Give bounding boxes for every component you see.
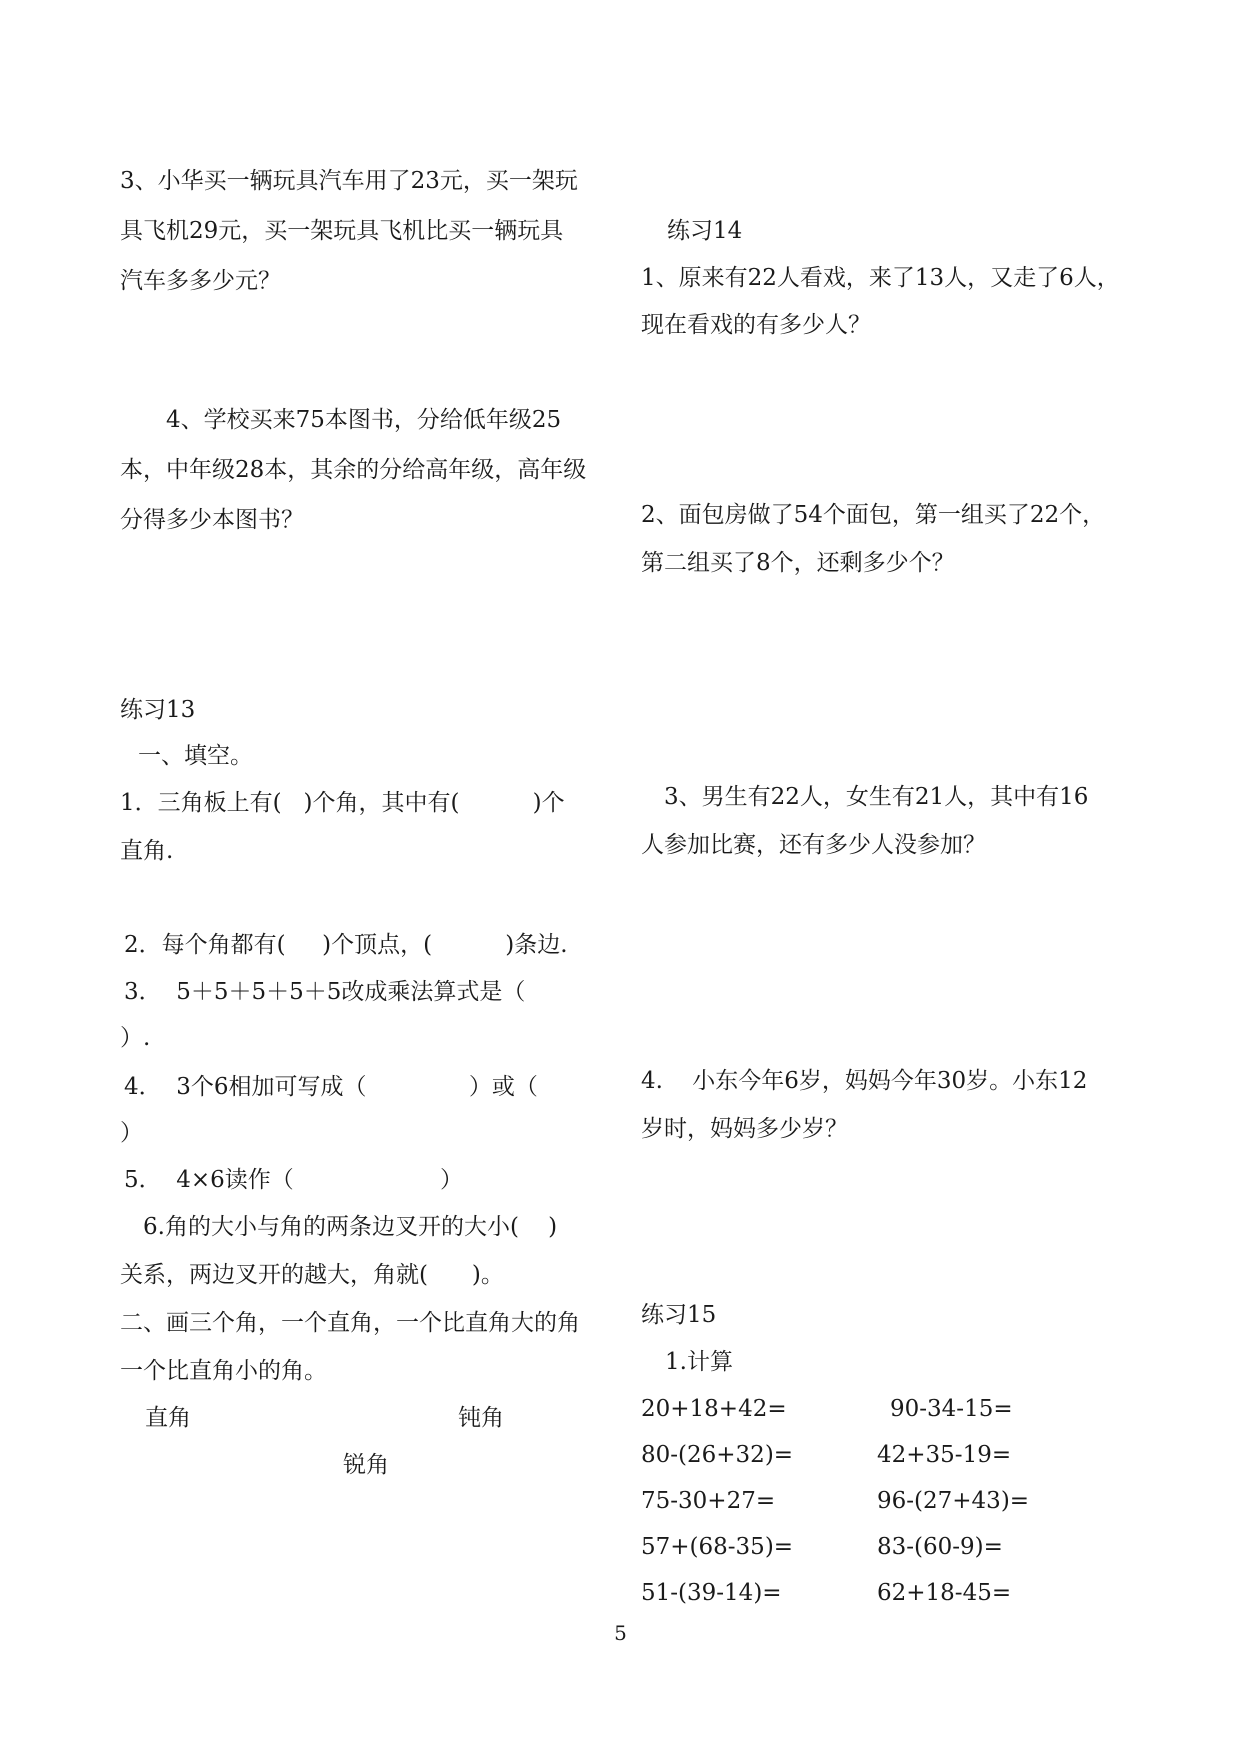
ex13-item-6a: 6.角的大小与角的两条边叉开的大小( ) bbox=[143, 1214, 558, 1240]
ex14-q1-line-1: 1、原来有22人看戏，来了13人，又走了6人， bbox=[641, 265, 1120, 291]
ex14-q4-line-1: 4. 小东今年6岁，妈妈今年30岁。小东12 bbox=[641, 1068, 1088, 1094]
q4-line-1: 4、学校买来75本图书，分给低年级25 bbox=[166, 407, 562, 433]
q4-line-3: 分得多少本图书？ bbox=[120, 507, 304, 533]
ex13-item-6b: 关系，两边叉开的越大，角就( )。 bbox=[120, 1262, 504, 1288]
ex14-q3-line-1: 3、男生有22人，女生有21人，其中有16 bbox=[664, 784, 1089, 810]
ex13-title: 练习13 bbox=[120, 697, 196, 723]
q4-line-2: 本，中年级28本，其余的分给高年级，高年级 bbox=[120, 457, 587, 483]
label-acute-angle: 锐角 bbox=[343, 1452, 389, 1478]
ex13-item-4a: 4． 3个6相加可写成（ ）或（ bbox=[124, 1074, 538, 1100]
ex13-item-4b: ） bbox=[120, 1120, 143, 1146]
ex14-q4-line-2: 岁时，妈妈多少岁？ bbox=[641, 1116, 848, 1142]
calc-1-right: 90-34-15= bbox=[890, 1396, 1013, 1422]
ex13-section-1: 一、填空。 bbox=[138, 743, 253, 769]
q3-line-3: 汽车多多少元？ bbox=[120, 268, 281, 294]
calc-2-right: 42+35-19= bbox=[877, 1442, 1012, 1468]
ex13-item-3b: ）. bbox=[120, 1025, 151, 1051]
q3-line-1: 3、小华买一辆玩具汽车用了23元，买一架玩 bbox=[120, 168, 578, 194]
ex14-q2-line-1: 2、面包房做了54个面包，第一组买了22个， bbox=[641, 502, 1106, 528]
calc-4-left: 57+(68-35)= bbox=[641, 1534, 794, 1560]
ex14-q2-line-2: 第二组买了8个，还剩多少个？ bbox=[641, 550, 955, 576]
ex13-section-2b: 一个比直角小的角。 bbox=[120, 1358, 327, 1384]
page-number: 5 bbox=[614, 1621, 627, 1645]
ex14-q1-line-2: 现在看戏的有多少人？ bbox=[641, 312, 871, 338]
ex13-section-2a: 二、画三个角，一个直角，一个比直角大的角 bbox=[120, 1310, 580, 1336]
q3-line-2: 具飞机29元，买一架玩具飞机比买一辆玩具 bbox=[120, 218, 564, 244]
calc-5-right: 62+18-45= bbox=[877, 1580, 1012, 1606]
label-obtuse-angle: 钝角 bbox=[458, 1405, 504, 1431]
ex13-item-1b: 直角. bbox=[120, 838, 174, 864]
calc-3-right: 96-(27+43)= bbox=[877, 1488, 1030, 1514]
ex15-title: 练习15 bbox=[641, 1302, 717, 1328]
ex14-q3-line-2: 人参加比赛，还有多少人没参加？ bbox=[641, 832, 986, 858]
ex13-item-5: 5． 4×6读作（ ） bbox=[124, 1167, 464, 1193]
ex13-item-3a: 3． 5＋5＋5＋5＋5改成乘法算式是（ bbox=[124, 979, 526, 1005]
ex15-subtitle: 1.计算 bbox=[665, 1349, 733, 1375]
calc-1-left: 20+18+42= bbox=[641, 1396, 787, 1422]
calc-3-left: 75-30+27= bbox=[641, 1488, 776, 1514]
calc-4-right: 83-(60-9)= bbox=[877, 1534, 1003, 1560]
label-right-angle: 直角 bbox=[145, 1405, 191, 1431]
calc-5-left: 51-(39-14)= bbox=[641, 1580, 782, 1606]
calc-2-left: 80-(26+32)= bbox=[641, 1442, 794, 1468]
ex13-item-1a: 1．三角板上有( )个角，其中有( )个 bbox=[120, 790, 565, 816]
ex14-title: 练习14 bbox=[667, 218, 743, 244]
ex13-item-2: 2．每个角都有( )个顶点，( )条边. bbox=[124, 932, 568, 958]
